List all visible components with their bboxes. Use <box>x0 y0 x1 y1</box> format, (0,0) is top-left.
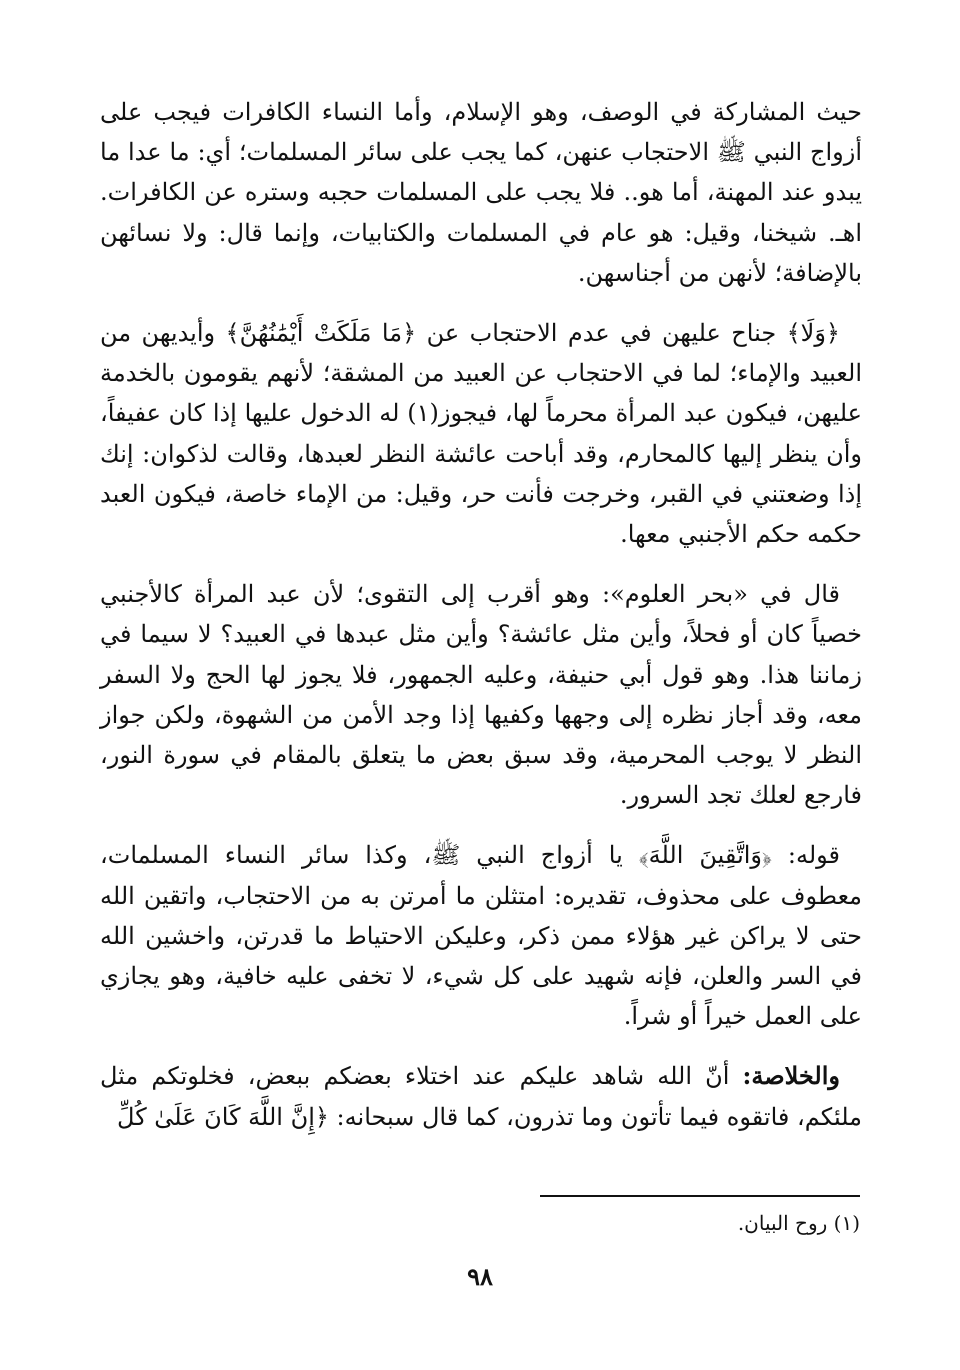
paragraph-4: قوله: ﴿وَاتَّقِينَ اللَّهَ﴾ يا أزواج النبي ﷺ، وكذا سائر النساء المسلمات، معطوف على محذوف، تقديره: امتثلن ما أمرتن به من الاحتجاب، واتقين الله حتى لا يراكن غير هؤلاء ممن ذكر، وعليكن الاحتياط ما قدرتن، واخشين الله في السر والعلن، فإنه شهيد على كل شيء، لا تخفى عليه خافية، وهو يجازي على العمل خيراً أو شراً. <box>100 841 863 1031</box>
footnote: (١) روح البيان. <box>737 1211 860 1235</box>
footnote-divider <box>540 1195 860 1197</box>
paragraph-5 <box>100 1056 862 1136</box>
paragraph-1: حيث المشاركة في الوصف، وهو الإسلام، وأما النساء الكافرات فيجب على أزواج النبي ﷺ الاحتجاب عنهن، كما يجب على سائر المسلمات؛ أي: ما عدا ما يبدو عند المهنة، أما هو.. فلا يجب على المسلمات حجبه وستره عن الكافرات. اهـ. شيخنا، وقيل: هو عام في المسلمات والكتابيات، وإنما قال: ولا نسائهن بالإضافة؛ لأنهن من أجناسهن. <box>100 98 862 287</box>
summary-text: أنّ الله شاهد عليكم عند اختلاء بعضكم ببعض، فخلوتكم مثل ملئكم، فاتقوه فيما تأتون وما تذرون، كما قال سبحانه: ﴿إِنَّ اللَّهَ كَانَ عَلَىٰ كُلِّ <box>100 1062 862 1131</box>
page-number: ٩٨ <box>467 1262 493 1291</box>
paragraph-3: قال في «بحر العلوم»: وهو أقرب إلى التقوى؛ لأن عبد المرأة كالأجنبي خصياً كان أو فحلاً، وأين مثل عائشة؟ وأين مثل عبدها في العبيد؟ لا سيما في زماننا هذا. وهو قول أبي حنيفة، وعليه الجمهور، فلا يجوز لها الحج ولا السفر معه، وقد أجاز نظره إلى وجهها وكفيها إذا وجد الأمن من الشهوة، ولكن جواز النظر لا يوجب المحرمية، وقد سبق بعض ما يتعلق بالمقام في سورة النور، فارجع لعلك تجد السرور. <box>100 580 862 810</box>
paragraph-2: ﴿وَلَا﴾ جناح عليهن في عدم الاحتجاب عن ﴿مَا مَلَكَتْ أَيْمَٰنُهُنَّ﴾ وأيديهن من العبيد والإماء؛ لما في الاحتجاب عن العبيد من المشقة؛ لأنهم يقومون بالخدمة عليهن، فيكون عبد المرأة محرماً لها، فيجوز(١) له الدخول عليها إذا كان عفيفاً، وأن ينظر إليها كالمحارم، وقد أباحت عائشة النظر لعبدها، وقالت لذكوان: إنك إذا وضعتني في القبر، وخرجت فأنت حر، وقيل: من الإماء خاصة، فيكون العبد حكمه حكم الأجنبي معها. <box>100 319 862 549</box>
main-text <box>100 92 862 1157</box>
summary-lead: والخلاصة: <box>742 1061 840 1091</box>
